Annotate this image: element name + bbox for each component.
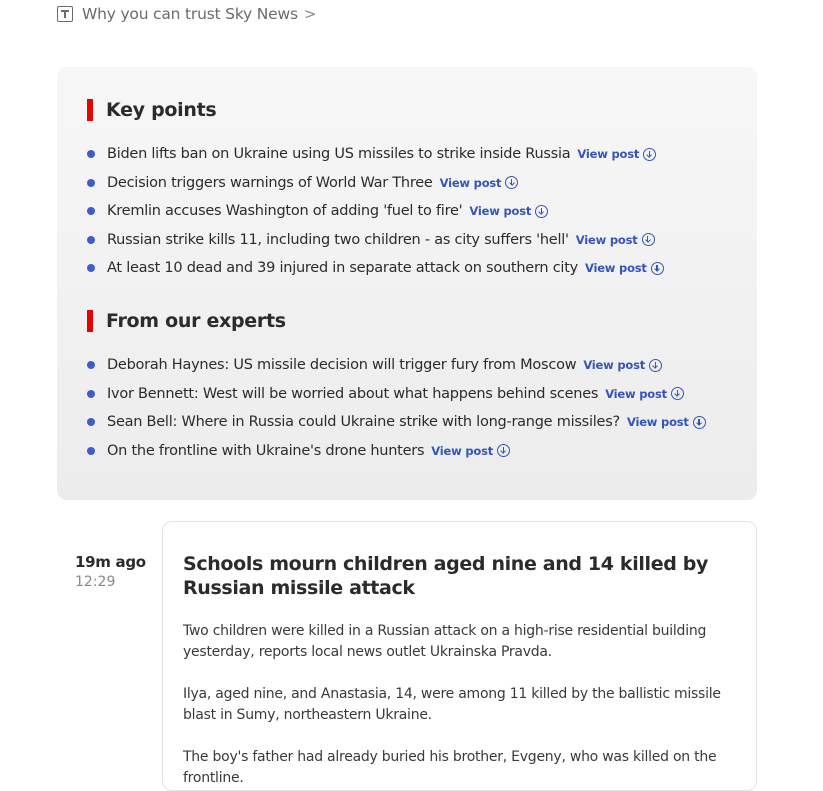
bullet-dot	[87, 236, 95, 244]
bullet-dot	[87, 390, 95, 398]
view-post-button[interactable]	[583, 358, 662, 372]
view-post-button[interactable]	[605, 387, 684, 401]
view-post-label: View post	[584, 261, 647, 276]
view-post-button[interactable]	[576, 233, 655, 247]
experts-title: From our experts	[106, 310, 286, 332]
expert-item	[87, 437, 706, 466]
view-post-label: View post	[605, 386, 667, 401]
view-post-label: View post	[583, 358, 646, 373]
view-post-label: View post	[626, 415, 689, 430]
view-post-button[interactable]	[440, 176, 519, 190]
expert-item	[87, 351, 706, 380]
arrow-down-circle-icon	[671, 387, 684, 400]
trust-label: Why you can trust Sky News	[82, 5, 298, 23]
key-points-panel	[57, 67, 757, 500]
key-point-link[interactable]: Biden lifts ban on Ukraine using US missiles to strike inside Russia	[107, 146, 571, 163]
red-accent-bar	[87, 99, 93, 121]
expert-link[interactable]: Ivor Bennett: West will be worried about what happens behind scenes	[107, 385, 599, 402]
view-post-label: View post	[469, 204, 532, 219]
bullet-dot	[87, 207, 95, 215]
view-post-button[interactable]	[577, 147, 656, 161]
arrow-down-circle-icon	[651, 262, 664, 275]
post-paragraph: Two children were killed in a Russian attack on a high-rise residential building yesterday, reports local news outlet Ukrainska Pravda.	[183, 623, 707, 660]
expert-item	[87, 380, 706, 409]
key-point-item	[87, 140, 664, 169]
arrow-down-circle-icon	[643, 148, 656, 161]
post-paragraph: The boy's father had already buried his brother, Evgeny, who was killed on the frontline.	[183, 749, 717, 786]
trust-link[interactable]	[57, 4, 316, 24]
experts-list	[87, 351, 706, 465]
view-post-label: View post	[431, 443, 494, 458]
key-point-item	[87, 169, 664, 198]
trust-icon	[57, 6, 73, 22]
bullet-dot	[87, 150, 95, 158]
key-point-item	[87, 197, 664, 226]
arrow-down-circle-icon	[497, 444, 510, 457]
key-points-heading	[87, 99, 216, 121]
expert-link[interactable]: Deborah Haynes: US missile decision will trigger fury from Moscow	[107, 357, 577, 374]
view-post-label: View post	[439, 175, 502, 190]
expert-link[interactable]: Sean Bell: Where in Russia could Ukraine strike with long-range missiles?	[107, 414, 620, 431]
live-post-card	[162, 521, 757, 791]
arrow-down-circle-icon	[649, 359, 662, 372]
bullet-dot	[87, 264, 95, 272]
arrow-down-circle-icon	[693, 416, 706, 429]
expert-link[interactable]: On the frontline with Ukraine's drone hunters	[107, 442, 425, 459]
post-time-ago: 19m ago	[75, 553, 146, 571]
bullet-dot	[87, 447, 95, 455]
post-timestamp	[75, 553, 146, 590]
key-point-item	[87, 226, 664, 255]
experts-heading	[87, 310, 286, 332]
key-point-link[interactable]: Decision triggers warnings of World War Three	[107, 174, 433, 191]
key-point-link[interactable]: Russian strike kills 11, including two children - as city suffers 'hell'	[107, 231, 569, 248]
view-post-button[interactable]	[627, 415, 706, 429]
key-points-list	[87, 140, 664, 283]
key-point-link[interactable]: At least 10 dead and 39 injured in separate attack on southern city	[107, 260, 578, 277]
expert-item	[87, 408, 706, 437]
bullet-dot	[87, 361, 95, 369]
view-post-button[interactable]	[469, 204, 548, 218]
bullet-dot	[87, 179, 95, 187]
bullet-dot	[87, 418, 95, 426]
view-post-label: View post	[577, 147, 640, 162]
arrow-down-circle-icon	[505, 176, 518, 189]
key-point-item	[87, 254, 664, 283]
view-post-button[interactable]	[585, 261, 664, 275]
view-post-button[interactable]	[431, 444, 510, 458]
post-time-clock: 12:29	[75, 574, 116, 590]
arrow-down-circle-icon	[642, 233, 655, 246]
post-title: Schools mourn children aged nine and 14 killed by Russian missile attack	[183, 553, 709, 599]
arrow-down-circle-icon	[535, 205, 548, 218]
red-accent-bar	[87, 310, 93, 332]
view-post-label: View post	[575, 232, 638, 247]
key-point-link[interactable]: Kremlin accuses Washington of adding 'fuel to fire'	[107, 203, 463, 220]
chevron-right-icon: >	[303, 5, 317, 23]
post-paragraph: Ilya, aged nine, and Anastasia, 14, were among 11 killed by the ballistic missile blast in Sumy, northeastern Ukraine.	[183, 686, 721, 723]
key-points-title: Key points	[106, 99, 217, 121]
